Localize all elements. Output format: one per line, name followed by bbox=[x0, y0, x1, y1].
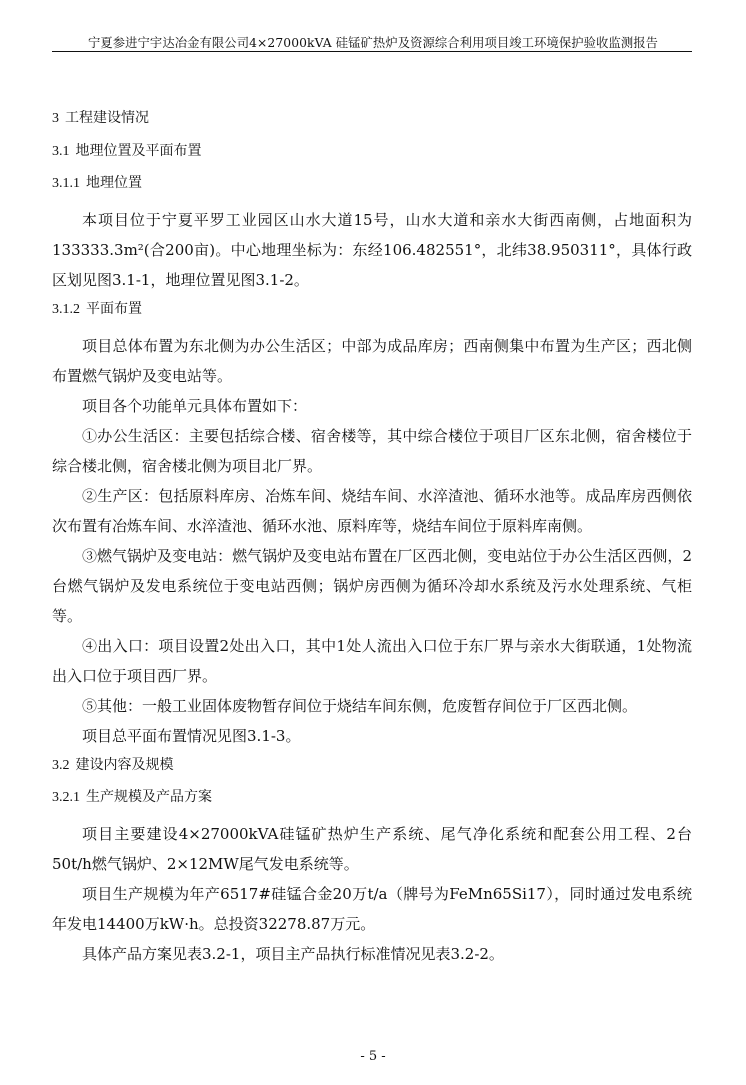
section-title: 建设内容及规模 bbox=[75, 757, 174, 773]
section-heading-3-1 bbox=[52, 141, 692, 162]
section-heading-3-1-2 bbox=[52, 299, 692, 320]
paragraph-office-area: ①办公生活区：主要包括综合楼、宿舍楼等，其中综合楼位于项目厂区东北侧，宿舍楼位于综合楼北侧，宿舍楼北侧为项目北厂界。 bbox=[52, 427, 692, 475]
header-divider bbox=[52, 51, 692, 52]
paragraph-production-area: ②生产区：包括原料库房、冶炼车间、烧结车间、水淬渣池、循环水池等。成品库房西侧依次布置有冶炼车间、水淬渣池、循环水池、原料库等，烧结车间位于原料库南侧。 bbox=[52, 487, 692, 535]
section-title: 地理位置 bbox=[86, 175, 142, 191]
section-heading-3 bbox=[52, 108, 692, 129]
paragraph-layout-figure-ref: 项目总平面布置情况见图3.1-3。 bbox=[82, 727, 301, 745]
section-number: 3.1.2 bbox=[52, 302, 80, 317]
section-number: 3 bbox=[52, 111, 59, 126]
paragraph-entrances: ④出入口：项目设置2处出入口，其中1处人流出入口位于东厂界与亲水大街联通，1处物流出入口位于项目西厂界。 bbox=[52, 637, 692, 685]
paragraph-layout-intro: 项目各个功能单元具体布置如下： bbox=[82, 397, 308, 415]
paragraph-location: 本项目位于宁夏平罗工业园区山水大道15号，山水大道和亲水大街西南侧，占地面积为133333.3m²(合200亩)。中心地理坐标为：东经106.482551°，北纬38.950311°，具体行政区划见图3.1-1，地理位置见图3.1-2。 bbox=[52, 211, 692, 289]
paragraph-layout-overview: 项目总体布置为东北侧为办公生活区；中部为成品库房；西南侧集中布置为生产区；西北侧布置燃气锅炉及变电站等。 bbox=[52, 337, 692, 385]
page-number: - 5 - bbox=[360, 1049, 386, 1064]
section-title: 平面布置 bbox=[86, 301, 142, 317]
section-title: 地理位置及平面布置 bbox=[75, 143, 202, 159]
section-heading-3-2-1 bbox=[52, 787, 692, 808]
running-header: 宁夏参进宁宇达冶金有限公司4×27000kVA 硅锰矿热炉及资源综合利用项目竣工环境保护验收监测报告 bbox=[87, 36, 659, 50]
paragraph-construction-content: 项目主要建设4×27000kVA硅锰矿热炉生产系统、尾气净化系统和配套公用工程、2台50t/h燃气锅炉、2×12MW尾气发电系统等。 bbox=[52, 825, 692, 873]
paragraph-production-scale: 项目生产规模为年产6517#硅锰合金20万t/a（牌号为FeMn65Si17），同时通过发电系统年发电14400万kW·h。总投资32278.87万元。 bbox=[52, 885, 692, 933]
section-number: 3.2 bbox=[52, 758, 70, 773]
section-number: 3.1 bbox=[52, 144, 70, 159]
section-title: 工程建设情况 bbox=[65, 110, 149, 126]
paragraph-others: ⑤其他：一般工业固体废物暂存间位于烧结车间东侧，危废暂存间位于厂区西北侧。 bbox=[82, 697, 638, 715]
section-number: 3.2.1 bbox=[52, 790, 80, 805]
document-body bbox=[52, 108, 692, 969]
section-number: 3.1.1 bbox=[52, 176, 80, 191]
section-heading-3-1-1 bbox=[52, 173, 692, 194]
section-heading-3-2 bbox=[52, 755, 692, 776]
section-title: 生产规模及产品方案 bbox=[86, 789, 212, 805]
paragraph-boiler-substation: ③燃气锅炉及变电站：燃气锅炉及变电站布置在厂区西北侧，变电站位于办公生活区西侧，2台燃气锅炉及发电系统位于变电站西侧；锅炉房西侧为循环冷却水系统及污水处理系统、气柜等。 bbox=[52, 547, 692, 625]
paragraph-product-table-ref: 具体产品方案见表3.2-1，项目主产品执行标准情况见表3.2-2。 bbox=[82, 945, 504, 963]
